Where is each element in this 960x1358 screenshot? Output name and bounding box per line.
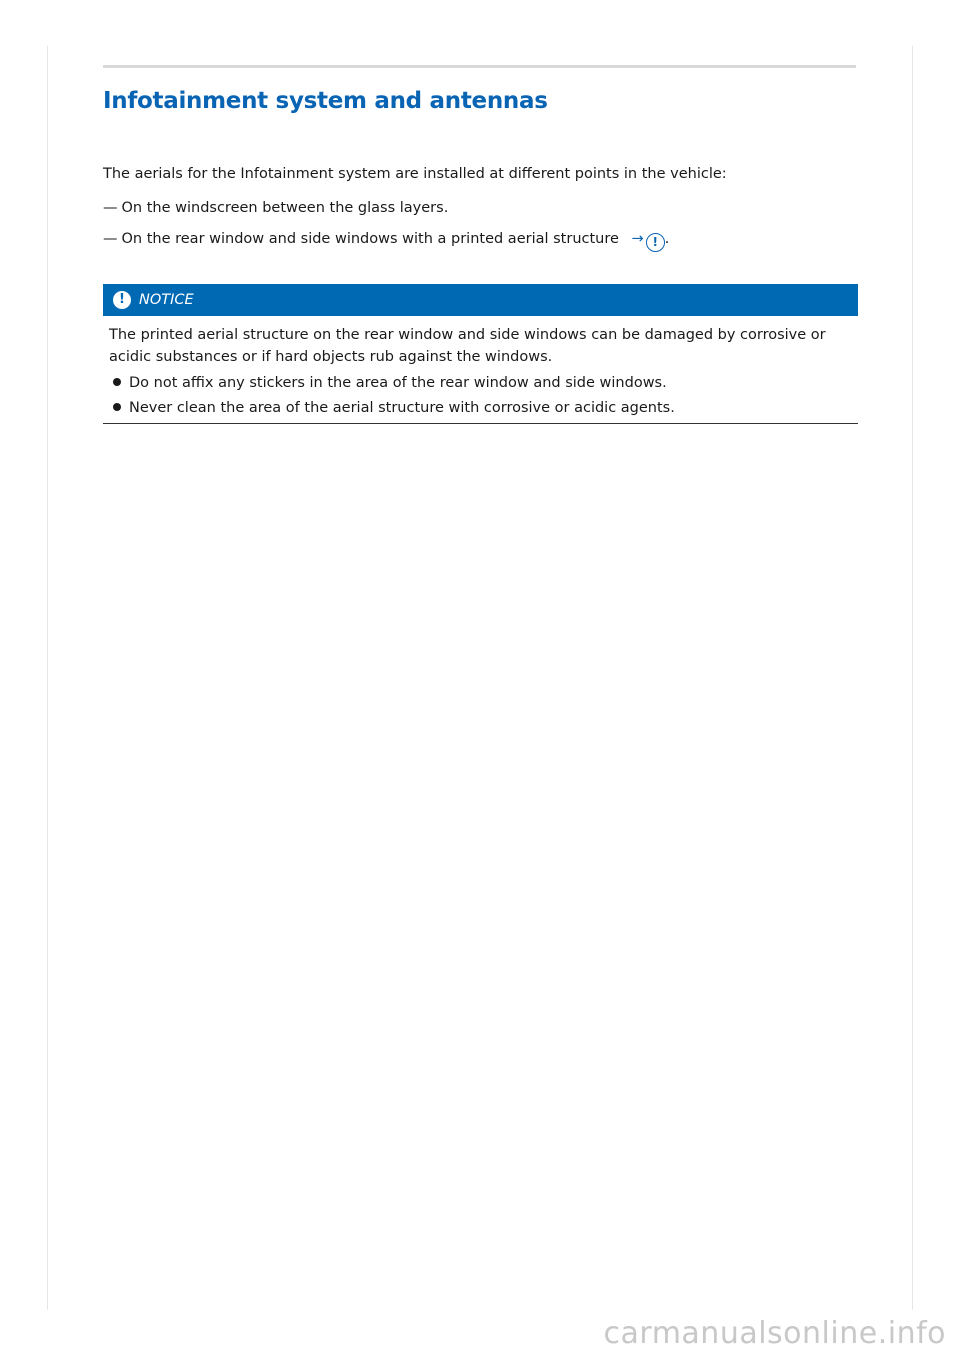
- list-item-suffix: .: [664, 231, 670, 247]
- dash-marker: —: [103, 200, 118, 216]
- watermark: carmanualsonline.info: [603, 1316, 946, 1351]
- header-rule: [103, 65, 856, 68]
- page-margin-left: [47, 46, 48, 1310]
- notice-bullet-text: Never clean the area of the aerial structure with corrosive or acidic agents.: [129, 400, 675, 416]
- intro-paragraph: The aerials for the Infotainment system are installed at different points in the vehicle:: [103, 166, 727, 182]
- notice-bullet: [113, 373, 667, 393]
- list-item-text: On the rear window and side windows with a printed aerial structure: [121, 231, 619, 247]
- notice-bottom-rule: [103, 423, 858, 424]
- notice-body: The printed aerial structure on the rear window and side windows can be damaged by corrosive or acidic substances or if hard objects rub against the windows.: [109, 327, 826, 365]
- bullet-dot-icon: [113, 403, 121, 411]
- list-item: [103, 198, 448, 218]
- reference-arrow-icon[interactable]: →: [631, 231, 644, 247]
- notice-label: NOTICE: [139, 292, 194, 308]
- notice-reference-icon[interactable]: !: [646, 233, 665, 252]
- bullet-dot-icon: [113, 378, 121, 386]
- list-item-text: On the windscreen between the glass layers.: [121, 200, 449, 216]
- page-margin-right: [912, 46, 913, 1310]
- exclamation-icon: !: [113, 291, 131, 309]
- notice-bullet: [113, 398, 675, 418]
- list-item: [103, 229, 669, 252]
- notice-bullet-text: Do not affix any stickers in the area of the rear window and side windows.: [129, 375, 667, 391]
- notice-header: [103, 284, 858, 316]
- dash-marker: —: [103, 231, 118, 247]
- page-title: Infotainment system and antennas: [103, 88, 548, 114]
